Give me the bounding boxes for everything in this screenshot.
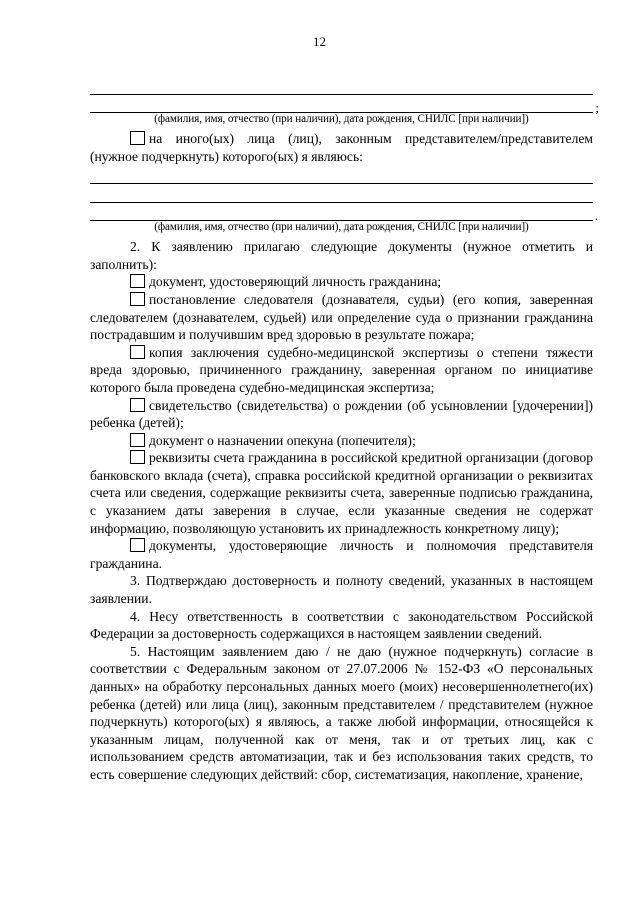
page-number: 12 [313, 34, 326, 49]
document-item-3 [90, 344, 593, 397]
checkbox-document-3[interactable] [130, 345, 145, 359]
fill-line-person-1[interactable] [90, 76, 593, 95]
document-item-1 [90, 273, 593, 291]
checkbox-document-1[interactable] [130, 274, 145, 288]
section-5: 5. Настоящим заявлением даю / не даю (нужное подчеркнуть) согласие в соответствии с Федеральным законом от 27.07.2006 № 152-ФЗ «О персональных данных» на обработку персональных данных моего (моих) несовершеннолетнего(их) ребенка (детей) или лица (лиц), законным представителем / представителем (нужное подчеркнуть) которого(ых) я являюсь, а также любой информации, относящейся к указанным лицам, полученной как от меня, так и от третьих лиц, как с использованием средств автоматизации, так и без использования таких средств, то есть совершение следующих действий: сбор, систематизация, накопление, хранение, [90, 643, 593, 782]
fill-line-other-3[interactable] [90, 203, 593, 222]
document-item-3-text: копия заключения судебно-медицинской экспертизы о степени тяжести вреда здоровью, причиненного гражданину, заверенная органом по инициативе которого была проведена судебно-медицинская экспертиза; [90, 344, 593, 395]
section-3: 3. Подтверждаю достоверность и полноту сведений, указанных в настоящем заявлении. [90, 573, 593, 607]
section-4: 4. Несу ответственность в соответствии с законодательством Российской Федерации за достоверность содержащихся в настоящем заявлении сведений. [90, 608, 593, 642]
checkbox-document-4[interactable] [130, 398, 145, 412]
document-item-4-text: свидетельство (свидетельства) о рождении (об усыновлении [удочерении]) ребенка (детей); [90, 397, 593, 431]
other-persons-option [90, 130, 593, 165]
fill-line-other-2[interactable] [90, 184, 593, 203]
checkbox-document-7[interactable] [130, 538, 145, 552]
fill-line-person-2[interactable] [90, 95, 593, 114]
form-content [90, 76, 593, 784]
checkbox-other-persons[interactable] [130, 131, 145, 145]
checkbox-document-2[interactable] [130, 292, 145, 306]
checkbox-document-6[interactable] [130, 450, 145, 464]
document-item-7-text: документы, удостоверяющие личность и полномочия представителя гражданина. [90, 538, 593, 571]
document-item-7 [90, 537, 593, 572]
document-item-1-text: документ, удостоверяющий личность гражданина; [149, 274, 442, 290]
fill-line-other-1[interactable] [90, 165, 593, 184]
caption-other-person-info: (фамилия, имя, отчество (при наличии), дата рождения, СНИЛС [при наличии]) [154, 221, 529, 234]
other-persons-text: на иного(ых) лица (лиц), законным представителем/представителем (нужное подчеркнуть) которого(ых) я являюсь: [90, 131, 593, 164]
document-item-5 [90, 432, 593, 450]
caption-person-info: (фамилия, имя, отчество (при наличии), дата рождения, СНИЛС [при наличии]) [154, 113, 529, 126]
section-2-intro: 2. К заявлению прилагаю следующие документы (нужное отметить и заполнить): [90, 239, 593, 272]
document-item-4 [90, 397, 593, 432]
document-item-5-text: документ о назначении опекуна (попечителя); [149, 432, 416, 448]
document-item-6 [90, 449, 593, 537]
document-item-6-text: реквизиты счета гражданина в российской кредитной организации (договор банковского вклада (счета), справка российской кредитной организации о реквизитах счета или сведения, содержащие реквизиты счета, заверенные подписью гражданина, с указанием даты заверения в случае, если указанные сведения не содержат информацию, позволяющую установить их принадлежность конкретному лицу); [90, 450, 593, 536]
document-item-2-text: постановление следователя (дознавателя, судьи) (его копия, заверенная следователем (дознавателем, судьей) или определение суда о признании гражданина пострадавшим и получившим вред здоровью в результате пожара; [90, 291, 593, 343]
document-item-2 [90, 291, 593, 344]
checkbox-document-5[interactable] [130, 433, 145, 447]
